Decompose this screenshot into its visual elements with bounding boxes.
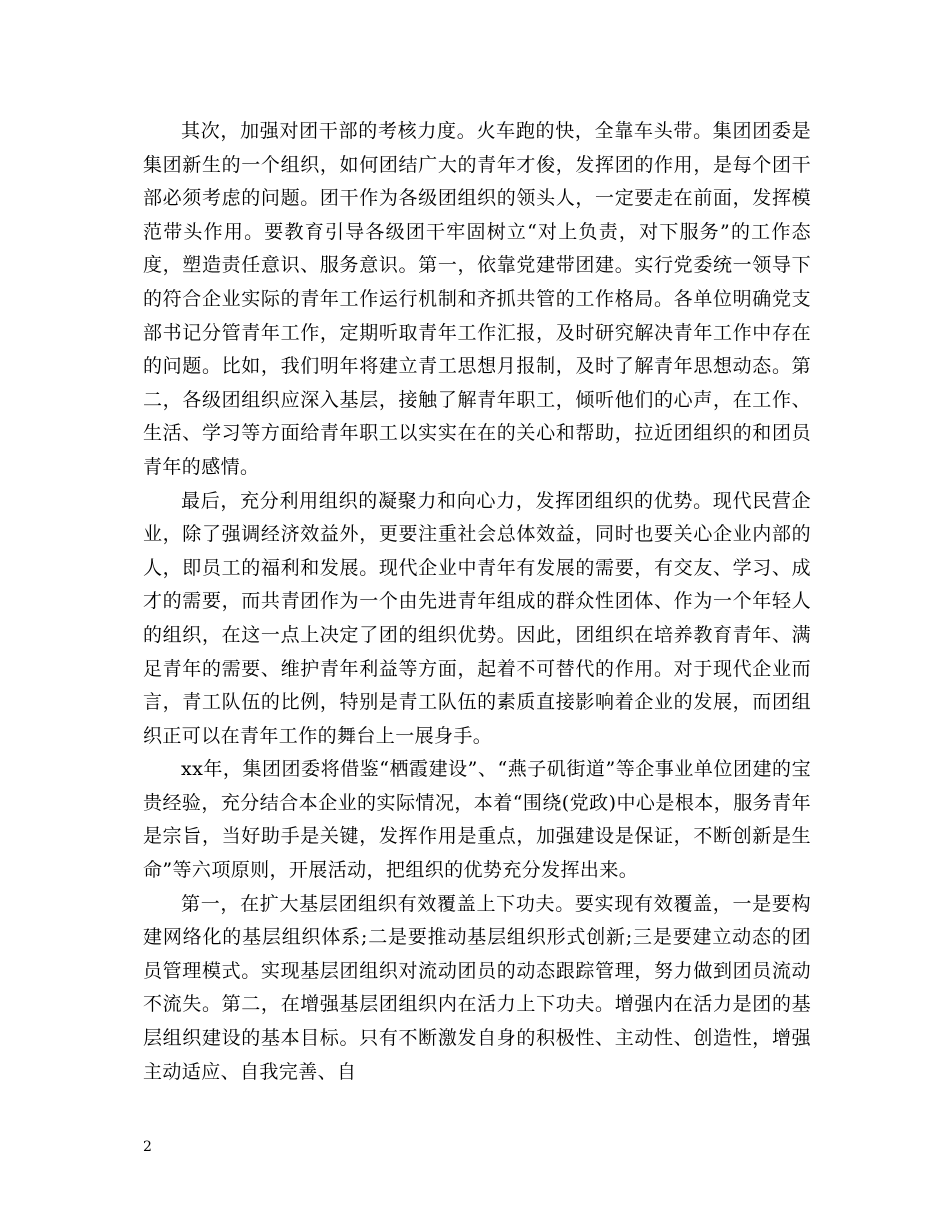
paragraph-4: 第一，在扩大基层团组织有效覆盖上下功夫。要实现有效覆盖，一是要构建网络化的基层组织体系;二是要推动基层组织形式创新;三是要建立动态的团员管理模式。实现基层团组织对流动团员的动态跟踪管理，努力做到团员流动不流失。第二，在增强基层团组织内在活力上下功夫。增强内在活力是团的基层组织建设的基本目标。只有不断激发自身的积极性、主动性、创造性，增强主动适应、自我完善、自 bbox=[143, 892, 811, 1083]
page-number: 2 bbox=[143, 1139, 152, 1155]
paragraph-1: 其次，加强对团干部的考核力度。火车跑的快，全靠车头带。集团团委是集团新生的一个组织，如何团结广大的青年才俊，发挥团的作用，是每个团干部必须考虑的问题。团干作为各级团组织的领头人，一定要走在前面，发挥模范带头作用。要教育引导各级团干牢固树立“对上负责，对下服务”的工作态度，塑造责任意识、服务意识。第一，依靠党建带团建。实行党委统一领导下的符合企业实际的青年工作运行机制和齐抓共管的工作格局。各单位明确党支部书记分管青年工作，定期听取青年工作汇报，及时研究解决青年工作中存在的问题。比如，我们明年将建立青工思想月报制，及时了解青年思想动态。第二，各级团组织应深入基层，接触了解青年职工，倾听他们的心声，在工作、生活、学习等方面给青年职工以实实在在的关心和帮助，拉近团组织的和团员青年的感情。 bbox=[143, 120, 811, 478]
paragraph-2: 最后，充分利用组织的凝聚力和向心力，发挥团组织的优势。现代民营企业，除了强调经济效益外，更要注重社会总体效益，同时也要关心企业内部的人，即员工的福利和发展。现代企业中青年有发展的需要，有交友、学习、成才的需要，而共青团作为一个由先进青年组成的群众性团体、作为一个年轻人的组织，在这一点上决定了团的组织优势。因此，团组织在培养教育青年、满足青年的需要、维护青年利益等方面，起着不可替代的作用。对于现代企业而言，青工队伍的比例，特别是青工队伍的素质直接影响着企业的发展，而团组织正可以在青年工作的舞台上一展身手。 bbox=[143, 489, 811, 747]
paragraph-3: xx年，集团团委将借鉴“栖霞建设”、“燕子矶街道”等企事业单位团建的宝贵经验，充分结合本企业的实际情况，本着“围绕(党政)中心是根本，服务青年是宗旨，当好助手是关键，发挥作用是重点，加强建设是保证，不断创新是生命”等六项原则，开展活动，把组织的优势充分发挥出来。 bbox=[143, 758, 811, 882]
body-text bbox=[143, 115, 811, 1089]
